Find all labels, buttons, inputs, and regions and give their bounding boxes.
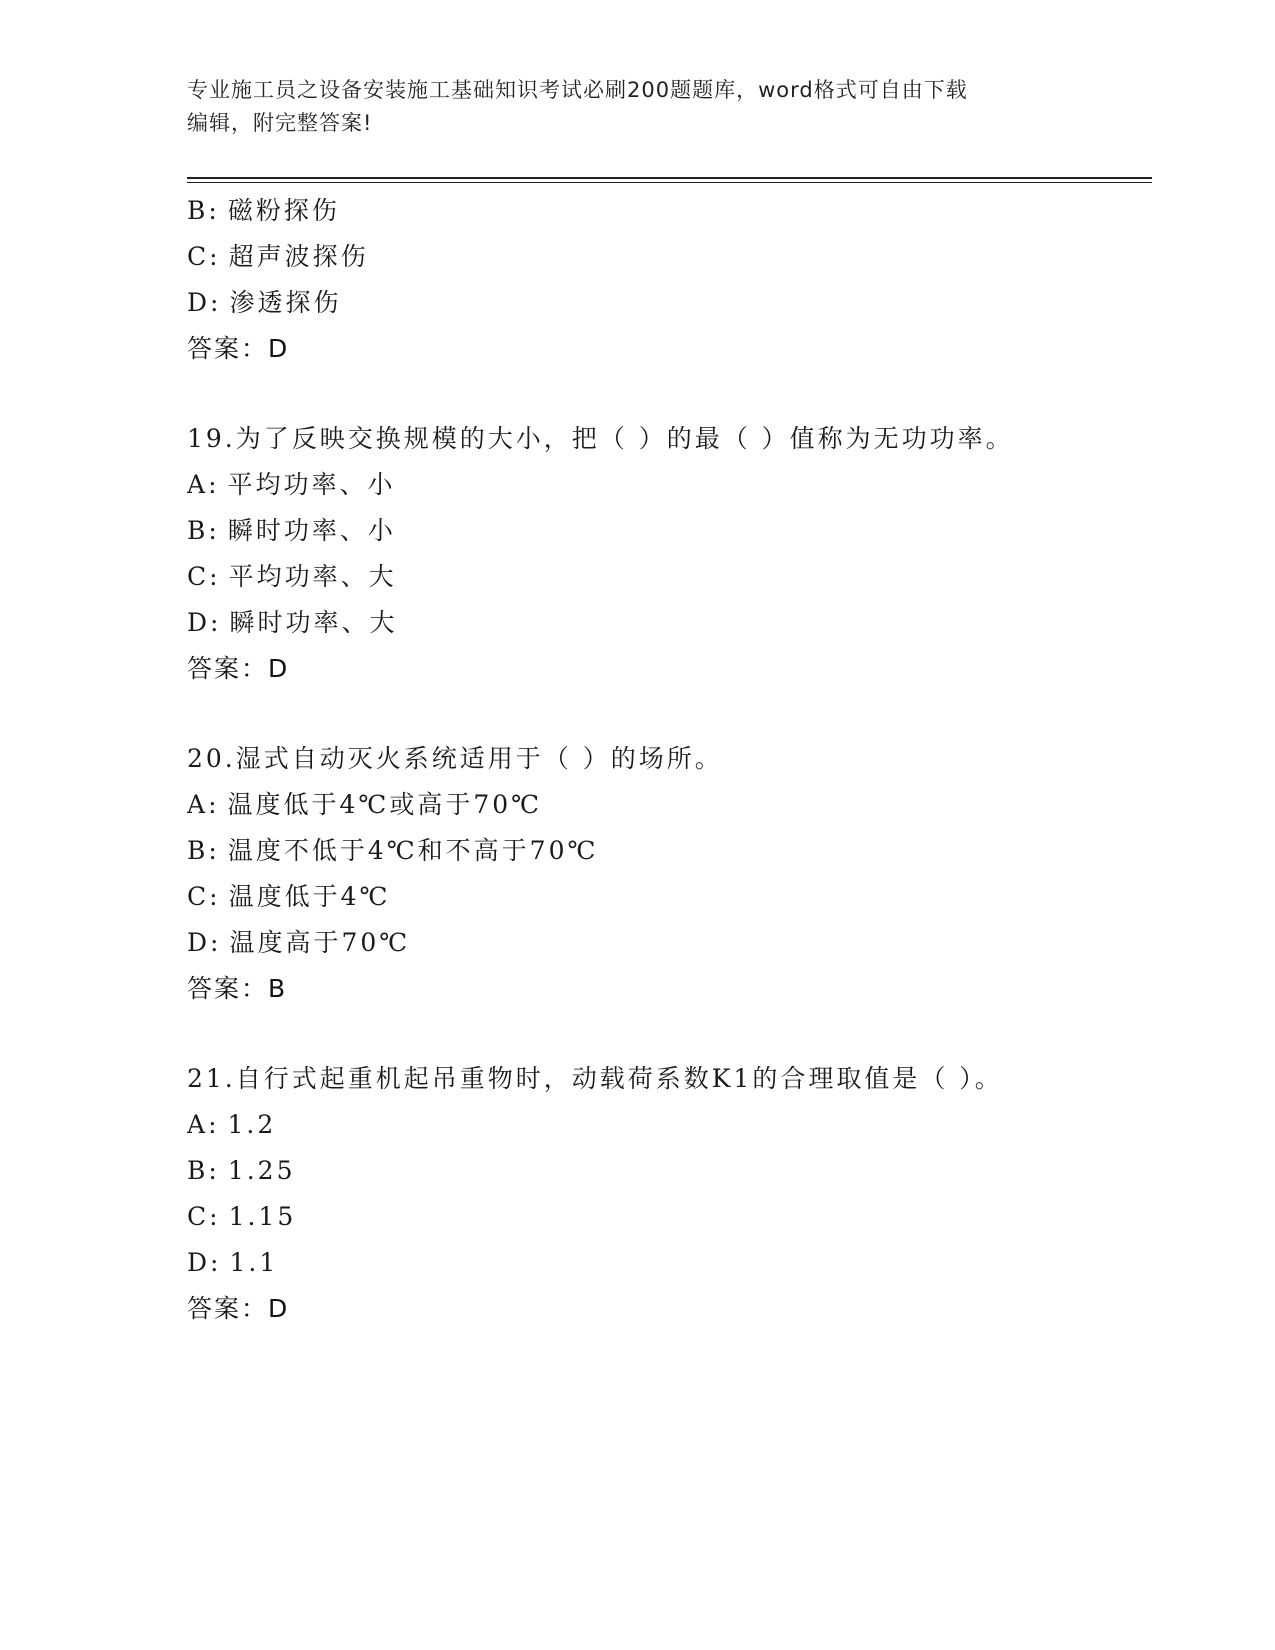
answer-line: 答案：D [187, 654, 290, 683]
option-b: B: 磁粉探伤 [187, 196, 340, 225]
answer-line: 答案：D [187, 334, 290, 363]
answer-value: B [268, 974, 288, 1003]
answer-line: 答案：D [187, 1294, 290, 1323]
option-a: A: 温度低于4℃或高于70℃ [187, 790, 543, 819]
question-block [187, 416, 1147, 692]
option-a: A: 1.2 [187, 1110, 277, 1139]
option-c: C: 1.15 [187, 1202, 297, 1231]
option-a: A: 平均功率、小 [187, 470, 396, 499]
option-d: D: 渗透探伤 [187, 288, 342, 317]
option-c: C: 平均功率、大 [187, 562, 397, 591]
document-header [187, 74, 1067, 140]
header-line-2: 编辑，附完整答案! [187, 111, 373, 135]
question-block [187, 736, 1147, 1012]
answer-value: D [268, 334, 290, 363]
header-rule-thick [187, 177, 1152, 179]
header-line-1: 专业施工员之设备安装施工基础知识考试必刷200题题库，word格式可自由下载 [187, 78, 968, 102]
option-c: C: 超声波探伤 [187, 242, 369, 271]
header-rule-thin [187, 182, 1152, 183]
answer-line: 答案：B [187, 974, 288, 1003]
option-b: B: 1.25 [187, 1156, 296, 1185]
answer-value: D [268, 1294, 290, 1323]
option-d: D: 瞬时功率、大 [187, 608, 398, 637]
option-b: B: 瞬时功率、小 [187, 516, 396, 545]
question-text: 19.为了反映交换规模的大小，把（ ）的最（ ）值称为无功功率。 [187, 424, 1014, 453]
option-c: C: 温度低于4℃ [187, 882, 391, 911]
question-block [187, 1056, 1147, 1332]
option-d: D: 1.1 [187, 1248, 279, 1277]
question-block [187, 188, 1147, 372]
question-text: 21.自行式起重机起吊重物时，动载荷系数K1的合理取值是（ ）。 [187, 1064, 1003, 1093]
option-b: B: 温度不低于4℃和不高于70℃ [187, 836, 599, 865]
answer-value: D [268, 654, 290, 683]
option-d: D: 温度高于70℃ [187, 928, 411, 957]
question-list [187, 188, 1147, 1332]
question-text: 20.湿式自动灭火系统适用于（ ）的场所。 [187, 744, 723, 773]
